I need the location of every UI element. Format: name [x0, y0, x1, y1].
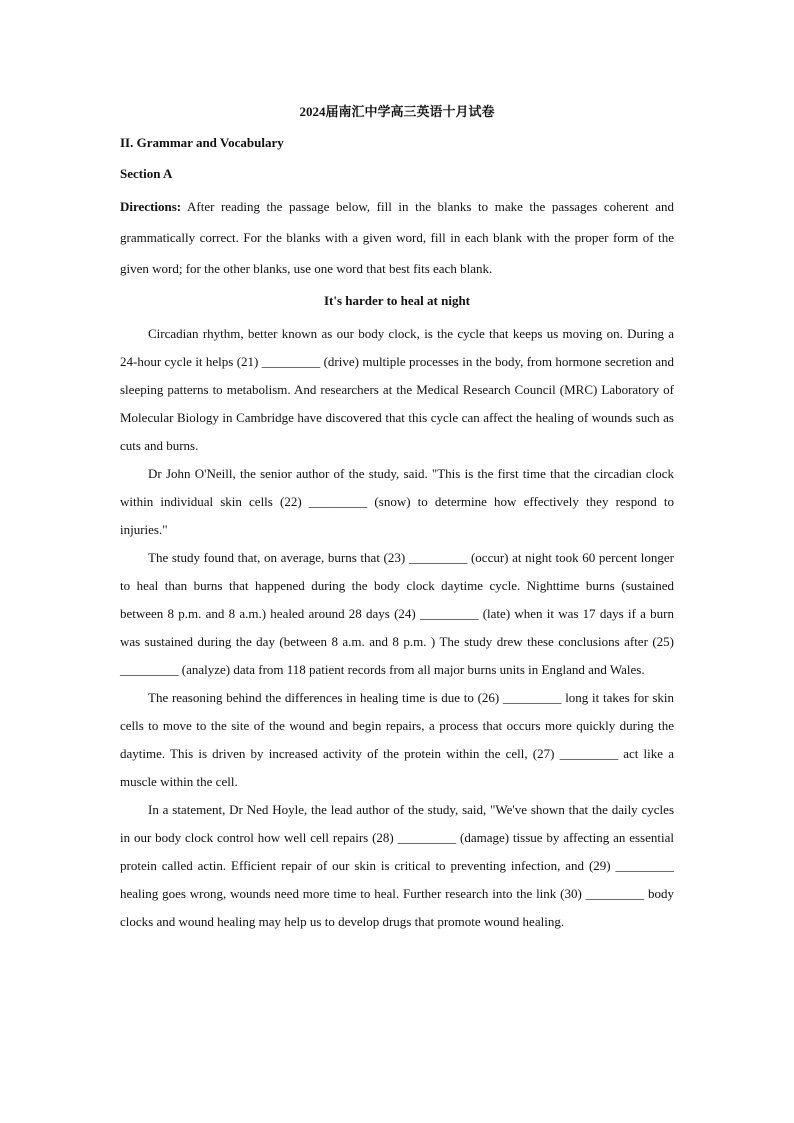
part-heading: II. Grammar and Vocabulary — [120, 135, 284, 150]
passage-paragraph-4: The reasoning behind the differences in healing time is due to (26) _________ long it takes for skin cells to move to the site of the wound and begin repairs, a process that occurs more quickly during the daytime. This is driven by increased activity of the protein within the cell, (27) _________ act like a muscle within the cell. — [120, 690, 674, 789]
page-title: 2024届南汇中学高三英语十月试卷 — [299, 104, 495, 119]
passage-paragraph-5: In a statement, Dr Ned Hoyle, the lead author of the study, said, "We've shown that the daily cycles in our body clock control how well cell repairs (28) _________ (damage) tissue by affecting an essential protein called actin. Efficient repair of our skin is critical to preventing infection, and (29) _________ healing goes wrong, wounds need more time to heal. Further research into the link (30) _________ body clocks and wound healing may help us to develop drugs that promote wound healing. — [120, 802, 674, 929]
directions — [120, 191, 674, 284]
passage-paragraph-3: The study found that, on average, burns that (23) _________ (occur) at night took 60 percent longer to heal than burns that happened during the body clock daytime cycle. Nighttime burns (sustained between 8 p.m. and 8 a.m.) healed around 28 days (24) _________ (late) when it was 17 days if a burn was sustained during the day (between 8 a.m. and 8 p.m. ) The study drew these conclusions after (25) _________ (analyze) data from 118 patient records from all major burns units in England and Wales. — [120, 550, 674, 677]
directions-text: After reading the passage below, fill in the blanks to make the passages coherent and grammatically correct. For the blanks with a given word, fill in each blank with the proper form of the given word; for the other blanks, use one word that best fits each blank. — [120, 199, 674, 276]
passage-title: It's harder to heal at night — [323, 293, 470, 308]
passage-paragraph-1: Circadian rhythm, better known as our body clock, is the cycle that keeps us moving on. During a 24-hour cycle it helps (21) _________ (drive) multiple processes in the body, from hormone secretion and sleeping patterns to metabolism. And researchers at the Medical Research Council (MRC) Laboratory of Molecular Biology in Cambridge have discovered that this cycle can affect the healing of wounds such as cuts and burns. — [120, 326, 674, 453]
section-heading: Section A — [120, 166, 173, 181]
exam-page — [120, 98, 674, 936]
directions-label: Directions: — [120, 199, 182, 214]
passage-paragraph-2: Dr John O'Neill, the senior author of the study, said. "This is the first time that the circadian clock within individual skin cells (22) _________ (snow) to determine how effectively they respond to injuries." — [120, 466, 674, 537]
